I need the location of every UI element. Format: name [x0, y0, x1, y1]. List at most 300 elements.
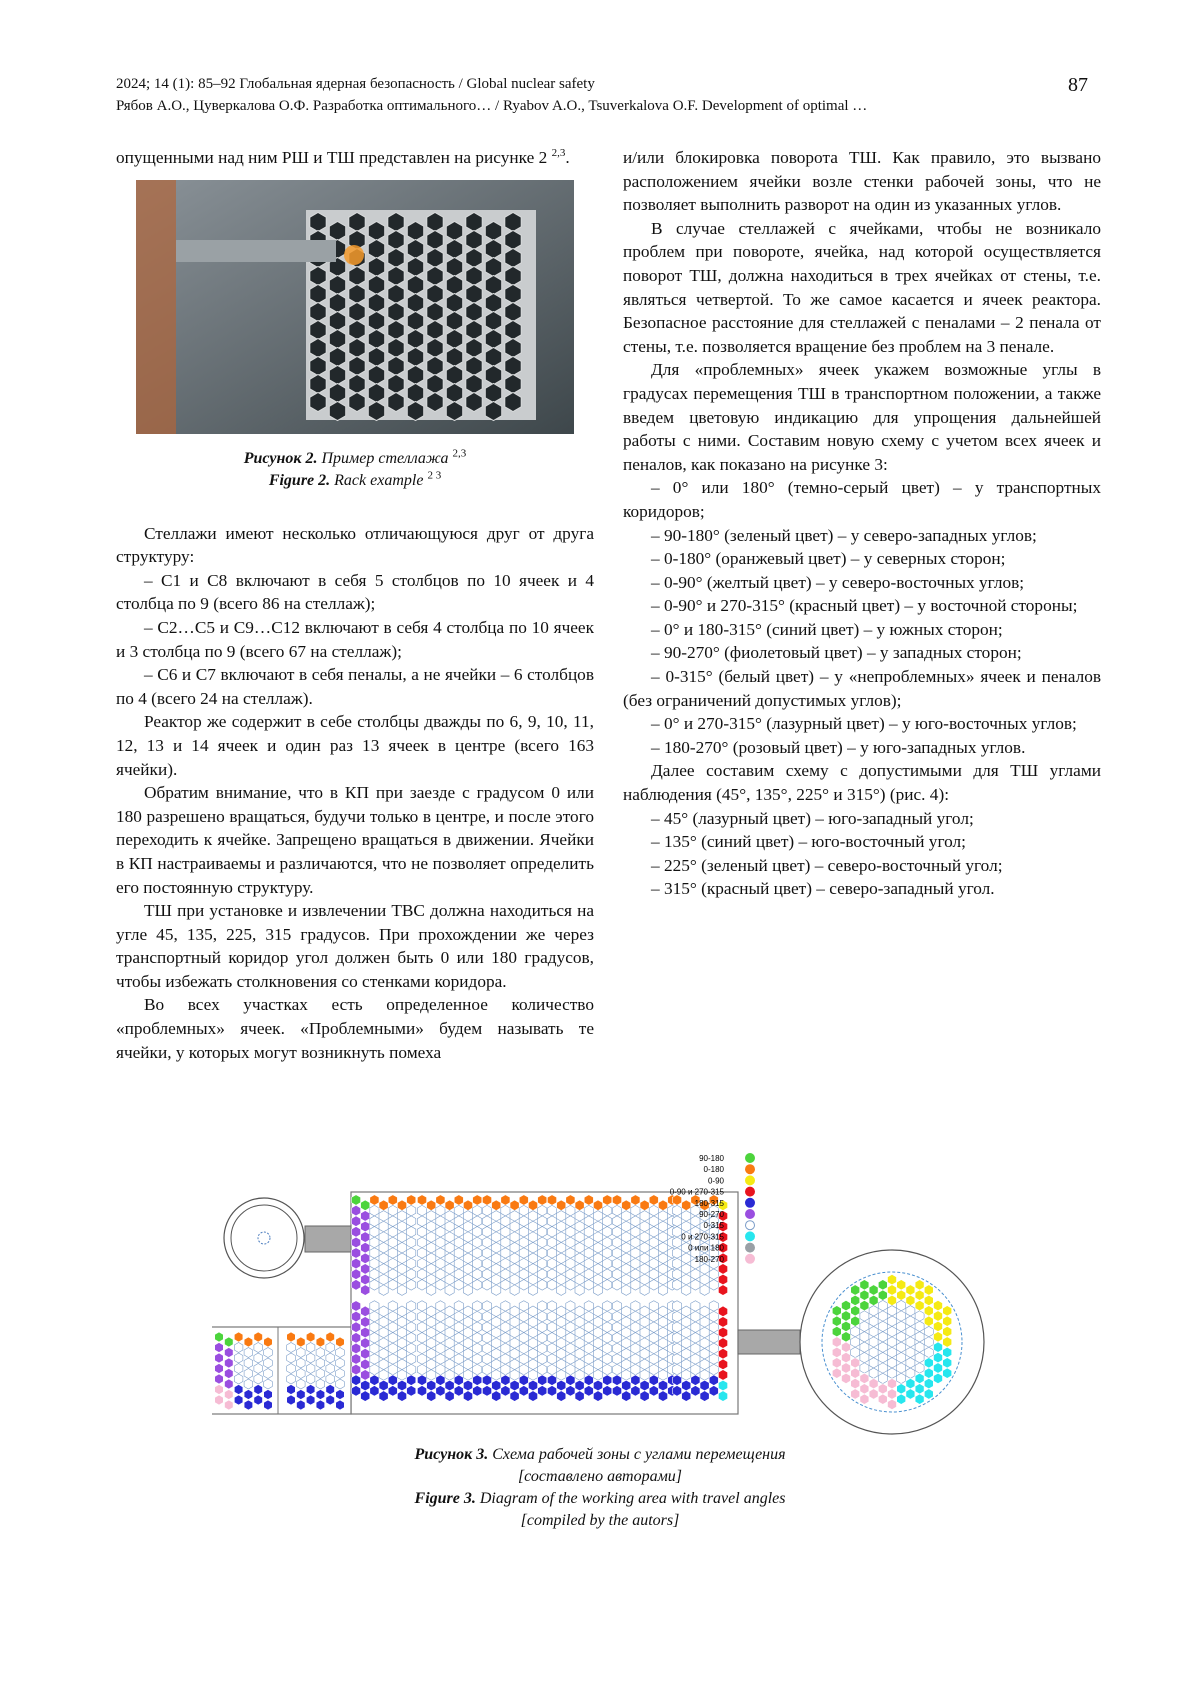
rack-cell — [349, 212, 365, 231]
rack-cell — [473, 1205, 482, 1216]
list-item: – 180-270° (розовый цвет) – у юго-западных углов. — [651, 737, 1026, 757]
rack-cell — [397, 1317, 406, 1328]
reactor-cell — [878, 1321, 887, 1331]
rack-cell — [547, 1301, 556, 1312]
rack-cell — [492, 1274, 501, 1285]
rack-cell — [631, 1375, 640, 1386]
reactor-cell — [943, 1358, 952, 1368]
penal-cell — [244, 1337, 253, 1347]
rack-cell — [436, 1364, 445, 1375]
rack-cell — [510, 1253, 519, 1264]
reactor-cell — [897, 1352, 906, 1362]
rack-cell — [622, 1274, 631, 1285]
rack-cell — [603, 1311, 612, 1322]
penal-cell — [215, 1395, 224, 1405]
reactor-cell — [860, 1300, 869, 1310]
penal-cell — [336, 1337, 345, 1347]
rack-cell — [485, 257, 501, 276]
rack-cell — [566, 1195, 575, 1206]
penal-cell — [306, 1332, 315, 1342]
penal-cell — [297, 1348, 306, 1358]
rack-cell — [691, 1386, 700, 1397]
rack-cell — [445, 1200, 454, 1211]
rack-cell — [593, 1253, 602, 1264]
rack-cell — [427, 1338, 436, 1349]
rack-cell — [427, 1200, 436, 1211]
rack-cell — [349, 266, 365, 285]
rack-cell — [397, 1338, 406, 1349]
rack-cell — [575, 1338, 584, 1349]
rack-cell — [492, 1306, 501, 1317]
reactor-cell — [888, 1399, 897, 1409]
rack-cell — [640, 1380, 649, 1391]
list-item: – 0° и 180-315° (синий цвет) – у южных сторон; — [651, 619, 1003, 639]
rack-cell — [682, 1264, 691, 1275]
rack-cell — [492, 1221, 501, 1232]
rack-cell — [388, 1386, 397, 1397]
rack-cell — [718, 1391, 727, 1402]
rack-cell — [427, 1285, 436, 1296]
rack-cell — [361, 1338, 370, 1349]
rack-cell — [700, 1285, 709, 1296]
rack-cell — [700, 1274, 709, 1285]
legend-label: 90-270 — [699, 1210, 724, 1219]
rack-cell — [482, 1364, 491, 1375]
rack-cell — [658, 1242, 667, 1253]
rack-cell — [622, 1264, 631, 1275]
rack-cell — [672, 1258, 681, 1269]
rack-cell — [466, 248, 482, 267]
reactor-cell — [924, 1347, 933, 1357]
rack-cell — [482, 1227, 491, 1238]
reactor-cell — [934, 1332, 943, 1342]
rack-cell — [482, 1301, 491, 1312]
rack-cell — [427, 1253, 436, 1264]
rack-cell — [397, 1221, 406, 1232]
right-column — [623, 146, 1101, 901]
rack-cell — [649, 1248, 658, 1259]
reactor-cell — [888, 1306, 897, 1316]
rack-cell — [691, 1269, 700, 1280]
penal-cell — [306, 1385, 315, 1395]
list-item: – 0° или 180° (темно-серый цвет) – у транспортных коридоров; — [623, 478, 1101, 521]
rack-cell — [718, 1327, 727, 1338]
rack-cell — [640, 1232, 649, 1243]
rack-cell — [482, 1248, 491, 1259]
rack-cell — [566, 1343, 575, 1354]
rack-cell — [463, 1232, 472, 1243]
penal-cell — [234, 1374, 243, 1384]
rack-cell — [575, 1285, 584, 1296]
rack-cell — [510, 1274, 519, 1285]
rack-cell — [557, 1380, 566, 1391]
rack-cell — [417, 1322, 426, 1333]
rack-cell — [368, 221, 384, 240]
rack-cell — [436, 1322, 445, 1333]
rack-cell — [538, 1311, 547, 1322]
penal-cell — [234, 1353, 243, 1363]
rack-cell — [510, 1359, 519, 1370]
rack-cell — [361, 1242, 370, 1253]
rack-cell — [454, 1269, 463, 1280]
rack-cell — [482, 1354, 491, 1365]
rack-cell — [538, 1269, 547, 1280]
legend-swatch — [746, 1187, 755, 1196]
reactor-cell — [915, 1332, 924, 1342]
rack-cell — [622, 1327, 631, 1338]
reactor-cell — [851, 1347, 860, 1357]
rack-cell — [505, 230, 521, 249]
rack-cell — [672, 1227, 681, 1238]
rack-cell — [466, 392, 482, 411]
reactor-cell — [860, 1290, 869, 1300]
penal-cell — [297, 1400, 306, 1410]
rack-cell — [407, 1364, 416, 1375]
rack-cell — [593, 1391, 602, 1402]
rack-cell — [454, 1258, 463, 1269]
rack-cell — [397, 1211, 406, 1222]
rack-cell — [510, 1338, 519, 1349]
rack-cell — [397, 1200, 406, 1211]
rack-cell — [445, 1359, 454, 1370]
rack-cell — [603, 1205, 612, 1216]
reactor-cell — [906, 1378, 915, 1388]
rack-cell — [427, 230, 443, 249]
penal-cell — [215, 1353, 224, 1363]
penal-cell — [306, 1395, 315, 1405]
reactor-cell — [832, 1316, 841, 1326]
rack-cell — [631, 1205, 640, 1216]
rack-cell — [329, 383, 345, 402]
rack-cell — [370, 1216, 379, 1227]
penal-cell — [264, 1358, 273, 1368]
rack-cell — [631, 1269, 640, 1280]
penal-cell — [234, 1364, 243, 1374]
rack-cell — [584, 1343, 593, 1354]
rack-cell — [379, 1274, 388, 1285]
rack-cell — [584, 1375, 593, 1386]
rack-cell — [649, 1354, 658, 1365]
rack-cell — [361, 1221, 370, 1232]
rack-cell — [417, 1386, 426, 1397]
rack-cell — [397, 1391, 406, 1402]
rack-cell — [612, 1311, 621, 1322]
reactor-cell — [924, 1306, 933, 1316]
rack-cell — [547, 1354, 556, 1365]
rack-cell — [528, 1359, 537, 1370]
rack-cell — [361, 1317, 370, 1328]
rack-cell — [482, 1258, 491, 1269]
reactor-cell — [906, 1326, 915, 1336]
rack-cell — [566, 1354, 575, 1365]
rack-cell — [407, 383, 423, 402]
penal-cell — [215, 1374, 224, 1384]
rack-cell — [682, 1211, 691, 1222]
penal-cell — [287, 1374, 296, 1384]
rack-cell — [631, 1195, 640, 1206]
rack-cell — [379, 1211, 388, 1222]
rack-cell — [463, 1370, 472, 1381]
rack-cell — [519, 1248, 528, 1259]
rack-cell — [446, 275, 462, 294]
rack-cell — [370, 1301, 379, 1312]
rack-cell — [718, 1274, 727, 1285]
rack-cell — [603, 1195, 612, 1206]
reactor-cell — [869, 1389, 878, 1399]
rack-cell — [370, 1333, 379, 1344]
rack-cell — [519, 1258, 528, 1269]
rack-cell — [492, 1380, 501, 1391]
rack-cell — [709, 1280, 718, 1291]
rack-cell — [370, 1343, 379, 1354]
penal-cell — [287, 1343, 296, 1353]
rack-cell — [473, 1269, 482, 1280]
rack-cell — [528, 1391, 537, 1402]
rack-cell — [718, 1317, 727, 1328]
rack-cell — [446, 311, 462, 330]
rack-cell — [566, 1269, 575, 1280]
rack-cell — [427, 284, 443, 303]
rack-cell — [370, 1375, 379, 1386]
rack-cell — [718, 1348, 727, 1359]
rack-cell — [436, 1386, 445, 1397]
rack-cell — [482, 1343, 491, 1354]
figure-3-caption: Рисунок 3. Схема рабочей зоны с углами перемещения [составлено авторами] Figure 3. Diagram of the working area with travel angles [compiled by the autors] — [414, 1446, 786, 1529]
rack-cell — [612, 1227, 621, 1238]
rack-cell — [510, 1285, 519, 1296]
rack-cell — [351, 1322, 360, 1333]
penal-cell — [215, 1343, 224, 1353]
rack-cell — [505, 356, 521, 375]
rack-cell — [631, 1301, 640, 1312]
rack-cell — [445, 1232, 454, 1243]
rack-cell — [658, 1338, 667, 1349]
rack-cell — [427, 356, 443, 375]
rack-cell — [547, 1269, 556, 1280]
rack-cell — [388, 266, 404, 285]
rack-cell — [575, 1370, 584, 1381]
reactor-cell — [888, 1347, 897, 1357]
rack-cell — [700, 1317, 709, 1328]
rack-cell — [672, 1322, 681, 1333]
rack-cell — [454, 1227, 463, 1238]
penal-cell — [306, 1374, 315, 1384]
rack-cell — [436, 1258, 445, 1269]
rack-cell — [370, 1195, 379, 1206]
rack-cell — [612, 1375, 621, 1386]
reactor-cell — [878, 1280, 887, 1290]
rack-cell — [566, 1258, 575, 1269]
rack-cell — [482, 1280, 491, 1291]
rack-cell — [436, 1195, 445, 1206]
rack-cell — [466, 320, 482, 339]
legend-swatch — [746, 1154, 755, 1163]
rack-cell — [672, 1311, 681, 1322]
rack-cell — [407, 1227, 416, 1238]
rack-cell — [370, 1237, 379, 1248]
rack-cell — [351, 1205, 360, 1216]
rack-cell — [557, 1391, 566, 1402]
rack-cell — [361, 1285, 370, 1296]
reactor-cell — [851, 1337, 860, 1347]
rack-cell — [538, 1375, 547, 1386]
rack-cell — [427, 1211, 436, 1222]
list-item: – 90-270° (фиолетовый цвет) – у западных сторон; — [651, 643, 1022, 663]
rack-cell — [603, 1216, 612, 1227]
legend-label: 0-90 и 270-315 — [669, 1187, 724, 1197]
rack-cell — [351, 1311, 360, 1322]
rack-cell — [407, 1237, 416, 1248]
rack-cell — [649, 1216, 658, 1227]
rack-cell — [351, 1354, 360, 1365]
rack-cell — [436, 1205, 445, 1216]
rack-cell — [310, 338, 326, 357]
rack-cell — [501, 1354, 510, 1365]
reactor-cell — [851, 1358, 860, 1368]
rack-cell — [473, 1280, 482, 1291]
rack-cell — [379, 1380, 388, 1391]
rack-cell — [436, 1269, 445, 1280]
reactor-cell — [943, 1306, 952, 1316]
rack-cell — [473, 1333, 482, 1344]
rack-cell — [700, 1338, 709, 1349]
penal-cell — [254, 1343, 263, 1353]
penal-cell — [244, 1348, 253, 1358]
penal-cell — [297, 1369, 306, 1379]
rack-cell — [538, 1322, 547, 1333]
rack-cell — [361, 1211, 370, 1222]
reactor-cell — [934, 1321, 943, 1331]
rack-cell — [519, 1322, 528, 1333]
rack-cell — [379, 1327, 388, 1338]
rack-cell — [575, 1359, 584, 1370]
rack-cell — [417, 1280, 426, 1291]
reactor-cell — [869, 1368, 878, 1378]
rack-cell — [351, 1364, 360, 1375]
rack-cell — [718, 1264, 727, 1275]
rack-cell — [649, 1195, 658, 1206]
rack-cell — [370, 1322, 379, 1333]
rack-cell — [473, 1216, 482, 1227]
rack-cell — [584, 1216, 593, 1227]
rack-cell — [584, 1333, 593, 1344]
rack-cell — [473, 1354, 482, 1365]
reactor-cell — [832, 1368, 841, 1378]
reactor-cell — [842, 1321, 851, 1331]
rack-cell — [454, 1205, 463, 1216]
rack-cell — [584, 1227, 593, 1238]
reactor-cell — [943, 1368, 952, 1378]
rack-cell — [538, 1354, 547, 1365]
legend-swatch — [746, 1254, 755, 1263]
rack-cell — [505, 320, 521, 339]
rack-cell — [528, 1253, 537, 1264]
penal-cell — [264, 1337, 273, 1347]
rack-cell — [649, 1364, 658, 1375]
rack-cell — [622, 1380, 631, 1391]
rack-cell — [492, 1327, 501, 1338]
rack-cell — [379, 1338, 388, 1349]
reactor-cell — [851, 1378, 860, 1388]
rack-cell — [370, 1280, 379, 1291]
rack-cell — [501, 1248, 510, 1259]
reactor-cell — [842, 1363, 851, 1373]
reactor-cell — [888, 1368, 897, 1378]
rack-cell — [593, 1242, 602, 1253]
reactor-cell — [897, 1363, 906, 1373]
rack-cell — [388, 1364, 397, 1375]
rack-cell — [658, 1274, 667, 1285]
rack-cell — [473, 1301, 482, 1312]
rack-cell — [445, 1370, 454, 1381]
rack-cell — [473, 1195, 482, 1206]
rack-cell — [427, 392, 443, 411]
rack-cell — [417, 1237, 426, 1248]
rack-cell — [388, 302, 404, 321]
rack-cell — [603, 1375, 612, 1386]
penal-cell — [326, 1385, 335, 1395]
rack-cell — [445, 1285, 454, 1296]
reactor-cell — [897, 1311, 906, 1321]
rack-cell — [454, 1237, 463, 1248]
rack-cell — [557, 1327, 566, 1338]
rack-cell — [379, 1285, 388, 1296]
reactor-cell — [869, 1316, 878, 1326]
rack-cell — [368, 401, 384, 420]
paragraph: ТШ при установке и извлечении ТВС должна находиться на угле 45, 135, 225, 315 градусов. При прохождении же через транспортный коридор угол должен быть 0 или 180 градусов, чтобы избежать столкновения со стенками коридора. — [116, 901, 594, 991]
reactor-cell — [878, 1352, 887, 1362]
rack-cell — [388, 1354, 397, 1365]
rack-cell — [682, 1253, 691, 1264]
rack-cell — [454, 1280, 463, 1291]
rack-cell — [649, 1333, 658, 1344]
reactor-cell — [906, 1358, 915, 1368]
rack-cell — [417, 1354, 426, 1365]
figure-2-caption: Рисунок 2. Пример стеллажа $^{2,3}$ Figure 2. Rack example $^{2 3}$ — [243, 447, 467, 489]
rack-cell — [631, 1364, 640, 1375]
reactor-cell — [888, 1389, 897, 1399]
rack-cell — [519, 1386, 528, 1397]
rack-cell — [388, 1227, 397, 1238]
reactor-cell — [943, 1326, 952, 1336]
rack-cell — [593, 1327, 602, 1338]
penal-cell — [225, 1348, 234, 1358]
reactor-cell — [943, 1316, 952, 1326]
rack-cell — [427, 1391, 436, 1402]
rack-cell — [612, 1333, 621, 1344]
rack-cell — [691, 1364, 700, 1375]
reactor-cell — [878, 1290, 887, 1300]
rack-cell — [557, 1221, 566, 1232]
rack-cell — [446, 239, 462, 258]
rack-cell — [505, 212, 521, 231]
rack-cell — [510, 1242, 519, 1253]
rack-cell — [492, 1359, 501, 1370]
penal-cell — [225, 1358, 234, 1368]
reactor-cell — [888, 1358, 897, 1368]
reactor-cell — [860, 1280, 869, 1290]
rack-cell — [361, 1274, 370, 1285]
rack-cell — [622, 1242, 631, 1253]
rack-cell — [575, 1317, 584, 1328]
rack-cell — [547, 1237, 556, 1248]
rack-cell — [417, 1227, 426, 1238]
reactor-cell — [851, 1295, 860, 1305]
legend-label: 180-315 — [694, 1198, 724, 1208]
rack-cell — [445, 1391, 454, 1402]
rack-cell — [445, 1338, 454, 1349]
rack-cell — [672, 1301, 681, 1312]
